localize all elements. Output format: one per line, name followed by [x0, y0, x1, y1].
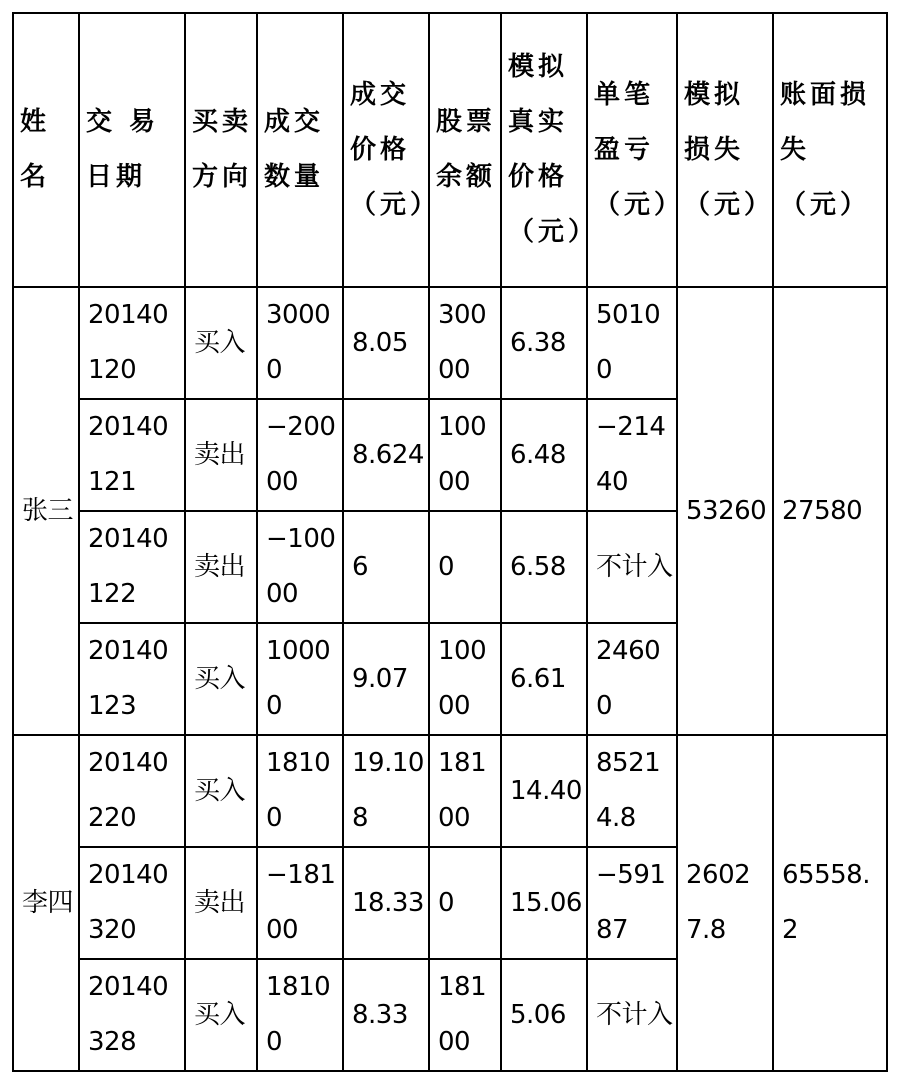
single-pnl: 不计入 — [587, 511, 677, 623]
trade-quantity: 10000 — [257, 623, 343, 735]
trade-date: 20140122 — [79, 511, 185, 623]
trade-price: 8.05 — [343, 287, 429, 399]
trade-loss-table — [12, 12, 888, 1072]
single-pnl: −59187 — [587, 847, 677, 959]
sim-price: 6.38 — [501, 287, 587, 399]
header-pnl: 单笔盈亏（元） — [587, 13, 677, 287]
trade-price: 6 — [343, 511, 429, 623]
trade-price: 19.108 — [343, 735, 429, 847]
trade-price: 18.33 — [343, 847, 429, 959]
header-quantity: 成交数量 — [257, 13, 343, 287]
sim-price: 6.48 — [501, 399, 587, 511]
header-price: 成交价格（元） — [343, 13, 429, 287]
trade-direction: 卖出 — [185, 399, 257, 511]
trade-direction: 买入 — [185, 959, 257, 1071]
stock-balance: 10000 — [429, 399, 501, 511]
trade-date: 20140328 — [79, 959, 185, 1071]
trade-date: 20140123 — [79, 623, 185, 735]
trade-date: 20140120 — [79, 287, 185, 399]
person-name: 张三 — [13, 287, 79, 735]
trade-quantity: 30000 — [257, 287, 343, 399]
trade-direction: 卖出 — [185, 847, 257, 959]
trade-quantity: −18100 — [257, 847, 343, 959]
sim-price: 6.58 — [501, 511, 587, 623]
header-row — [13, 13, 887, 287]
header-sim-loss: 模拟损失（元） — [677, 13, 773, 287]
trade-quantity: −10000 — [257, 511, 343, 623]
single-pnl: 85214.8 — [587, 735, 677, 847]
trade-price: 8.33 — [343, 959, 429, 1071]
header-direction: 买卖方向 — [185, 13, 257, 287]
simulated-loss: 26027.8 — [677, 735, 773, 1071]
book-loss: 65558.2 — [773, 735, 887, 1071]
sim-price: 6.61 — [501, 623, 587, 735]
trade-date: 20140220 — [79, 735, 185, 847]
trade-date: 20140320 — [79, 847, 185, 959]
trade-date: 20140121 — [79, 399, 185, 511]
trade-quantity: 18100 — [257, 959, 343, 1071]
stock-balance: 30000 — [429, 287, 501, 399]
header-trade-date: 交 易日期 — [79, 13, 185, 287]
trade-direction: 卖出 — [185, 511, 257, 623]
trade-quantity: 18100 — [257, 735, 343, 847]
table-row — [13, 735, 887, 847]
single-pnl: −21440 — [587, 399, 677, 511]
book-loss: 27580 — [773, 287, 887, 735]
stock-balance: 0 — [429, 511, 501, 623]
trade-direction: 买入 — [185, 623, 257, 735]
sim-price: 14.40 — [501, 735, 587, 847]
sim-price: 5.06 — [501, 959, 587, 1071]
table-row — [13, 287, 887, 399]
trade-direction: 买入 — [185, 735, 257, 847]
stock-balance: 18100 — [429, 959, 501, 1071]
trade-price: 9.07 — [343, 623, 429, 735]
single-pnl: 50100 — [587, 287, 677, 399]
stock-balance: 10000 — [429, 623, 501, 735]
single-pnl: 不计入 — [587, 959, 677, 1071]
header-name: 姓名 — [13, 13, 79, 287]
trade-quantity: −20000 — [257, 399, 343, 511]
stock-balance: 0 — [429, 847, 501, 959]
single-pnl: 24600 — [587, 623, 677, 735]
person-name: 李四 — [13, 735, 79, 1071]
simulated-loss: 53260 — [677, 287, 773, 735]
header-balance: 股票余额 — [429, 13, 501, 287]
header-book-loss: 账面损失（元） — [773, 13, 887, 287]
trade-price: 8.624 — [343, 399, 429, 511]
header-sim-price: 模拟真实价格（元） — [501, 13, 587, 287]
trade-direction: 买入 — [185, 287, 257, 399]
sim-price: 15.06 — [501, 847, 587, 959]
stock-balance: 18100 — [429, 735, 501, 847]
